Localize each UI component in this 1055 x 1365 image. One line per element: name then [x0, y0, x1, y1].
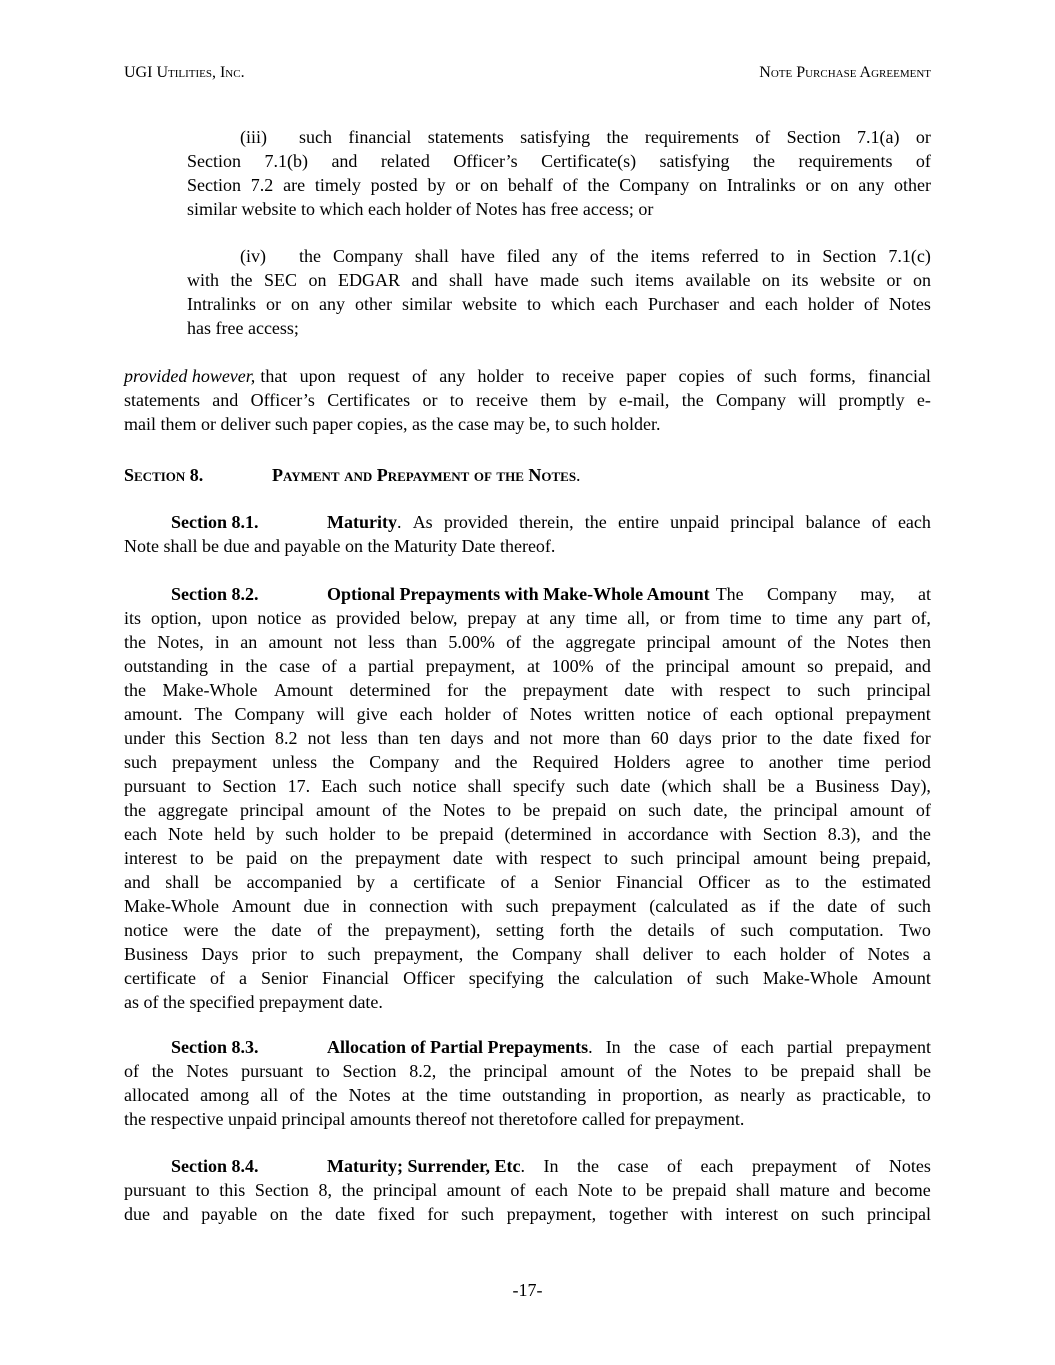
paragraph-iv: [187, 244, 931, 340]
line: its option, upon notice as provided below, prepay at any time all, or from time to time any part of,: [124, 608, 931, 628]
section-title: Optional Prepayments with Make-Whole Amount: [327, 584, 710, 604]
item-label: (iii): [240, 127, 267, 147]
section-8-2: [124, 582, 931, 1014]
line: Note shall be due and payable on the Maturity Date thereof.: [124, 536, 556, 556]
line: the aggregate principal amount of the Notes to be prepaid on such date, the principal amount of: [124, 800, 931, 820]
line: and shall be accompanied by a certificate of a Senior Financial Officer as to the estimated: [124, 872, 931, 892]
header-company: UGI Utilities, Inc.: [124, 64, 245, 81]
line: the respective unpaid principal amounts thereof not theretofore called for prepayment.: [124, 1109, 745, 1129]
paragraph-iii: [187, 125, 931, 221]
line: as of the specified prepayment date.: [124, 992, 383, 1012]
line: such prepayment unless the Company and the Required Holders agree to another time period: [124, 752, 931, 772]
line: the Company shall have filed any of the items referred to in Section 7.1(c): [299, 246, 931, 266]
line: amount. The Company will give each holder of Notes written notice of each optional prepayment: [124, 704, 931, 724]
line: interest to be paid on the prepayment date with respect to such principal amount being prepaid,: [124, 848, 931, 868]
line: of the Notes pursuant to Section 8.2, the principal amount of the Notes to be prepaid shall be: [124, 1061, 931, 1081]
line: due and payable on the date fixed for such prepayment, together with interest on such principal: [124, 1204, 931, 1224]
page-number: -17-: [512, 1280, 543, 1300]
section-8-heading: [124, 463, 931, 487]
line: Section 7.2 are timely posted by or on behalf of the Company on Intralinks or on any other: [187, 175, 931, 195]
section-title: Payment and Prepayment of the Notes: [272, 465, 577, 485]
line: each Note held by such holder to be prepaid (determined in accordance with Section 8.3), and the: [124, 824, 931, 844]
line: Section 7.1(b) and related Officer’s Certificate(s) satisfying the requirements of: [187, 151, 931, 171]
line: Business Days prior to such prepayment, the Company shall deliver to each holder of Notes a: [124, 944, 931, 964]
line: the Notes, in an amount not less than 5.00% of the aggregate principal amount of the Notes then: [124, 632, 931, 652]
line: allocated among all of the Notes at the time outstanding in proportion, as nearly as practicable, to: [124, 1085, 931, 1105]
line: certificate of a Senior Financial Officer specifying the calculation of such Make-Whole Amount: [124, 968, 931, 988]
line: . In the case of each partial prepayment: [588, 1037, 931, 1057]
line: pursuant to this Section 8, the principal amount of each Note to be prepaid shall mature and become: [124, 1180, 931, 1200]
line: the Make-Whole Amount determined for the prepayment date with respect to such principal: [124, 680, 931, 700]
header-document-title: Note Purchase Agreement: [759, 64, 931, 81]
line: mail them or deliver such paper copies, as the case may be, to such holder.: [124, 414, 661, 434]
section-title: Maturity: [327, 512, 397, 532]
line: pursuant to Section 17. Each such notice shall specify such date (which shall be a Business Day),: [124, 776, 931, 796]
section-number: Section 8.: [124, 465, 204, 485]
line: notice were the date of the prepayment), setting forth the details of such computation. Two: [124, 920, 931, 940]
line: Intralinks or on any other similar website to which each Purchaser and each holder of Notes: [187, 294, 931, 314]
section-8-3: [124, 1035, 931, 1131]
line: such financial statements satisfying the requirements of Section 7.1(a) or: [299, 127, 931, 147]
paragraph-proviso: [124, 364, 931, 436]
line: that upon request of any holder to receive paper copies of such forms, financial: [260, 366, 931, 386]
italic-phrase: provided however,: [124, 366, 256, 386]
line: . As provided therein, the entire unpaid principal balance of each: [396, 512, 931, 532]
line: The Company may, at: [715, 584, 931, 604]
item-label: (iv): [240, 246, 266, 266]
line: . In the case of each prepayment of Notes: [520, 1156, 931, 1176]
period: .: [576, 465, 581, 485]
section-title: Maturity; Surrender, Etc: [327, 1156, 521, 1176]
section-title: Allocation of Partial Prepayments: [327, 1037, 589, 1057]
line: Make-Whole Amount due in connection with such prepayment (calculated as if the date of such: [124, 896, 931, 916]
line: statements and Officer’s Certificates or to receive them by e-mail, the Company will promptly e-: [124, 390, 931, 410]
section-number: Section 8.4.: [171, 1156, 259, 1176]
line: with the SEC on EDGAR and shall have made such items available on its website or on: [187, 270, 931, 290]
section-number: Section 8.2.: [171, 584, 259, 604]
section-8-1: [124, 510, 931, 558]
line: has free access;: [187, 318, 299, 338]
line: similar website to which each holder of Notes has free access; or: [187, 199, 654, 219]
line: under this Section 8.2 not less than ten days and not more than 60 days prior to the date fixed for: [124, 728, 931, 748]
section-number: Section 8.1.: [171, 512, 259, 532]
line: outstanding in the case of a partial prepayment, at 100% of the principal amount so prepaid, and: [124, 656, 931, 676]
section-number: Section 8.3.: [171, 1037, 259, 1057]
section-8-4: [124, 1154, 931, 1226]
